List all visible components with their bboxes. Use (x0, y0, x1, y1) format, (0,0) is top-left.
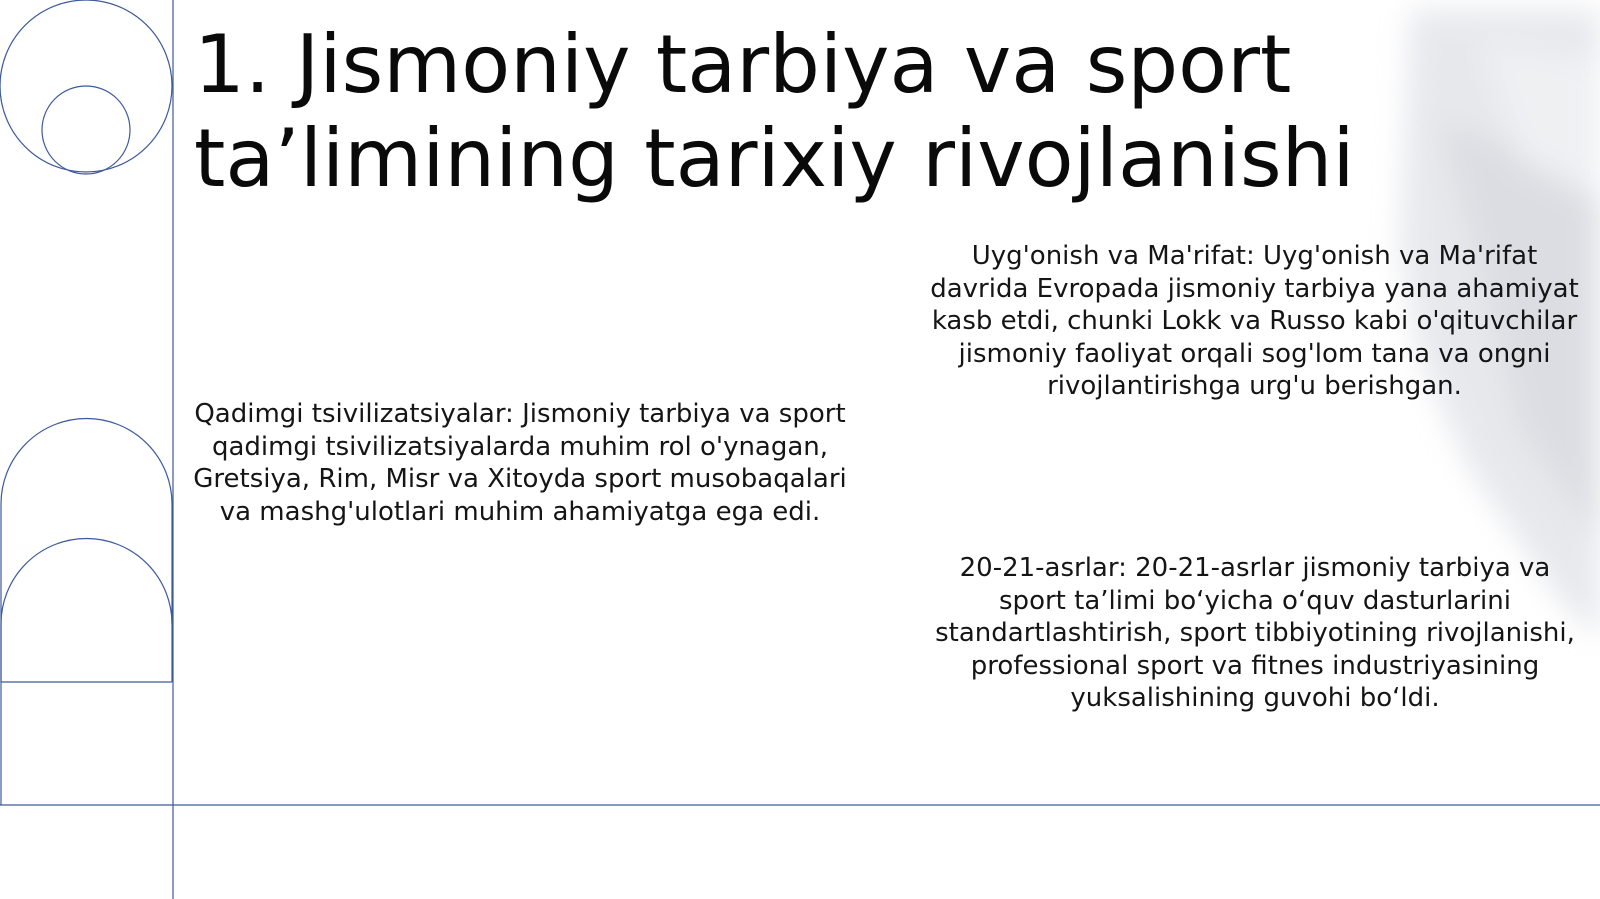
slide-title (194, 18, 1494, 206)
title-line-2: ta’limining tarixiy rivojlanishi (194, 112, 1355, 205)
paragraph-ancient-civilizations: Qadimgi tsivilizatsiyalar: Jismoniy tarbiya va sport qadimgi tsivilizatsiyalarda muhim rol o'ynagan, Gretsiya, Rim, Misr va Xitoyda sport musobaqalari va mashg'ulotlari muhim ahamiyatga ega edi. (193, 399, 847, 527)
title-line-1: 1. Jismoniy tarbiya va sport (194, 18, 1292, 111)
paragraph-20-21-centuries: 20-21-asrlar: 20-21-asrlar jismoniy tarbiya va sport ta’limi bo‘yicha o‘quv dasturlarini standartlashtirish, sport tibbiyotining rivojlanishi, professional sport va fitnes industriyasining yuksalishining guvohi bo‘ldi. (935, 553, 1575, 713)
inner-circle-shape (42, 86, 130, 174)
lower-arch-shape (1, 539, 172, 683)
upper-arch-shape (1, 419, 172, 683)
paragraph-renaissance-enlightenment: Uyg'onish va Ma'rifat: Uyg'onish va Ma'rifat davrida Evropada jismoniy tarbiya yana ahamiyat kasb etdi, chunki Lokk va Russo kabi o'qituvchilar jismoniy faoliyat orqali sog'lom tana va ongni rivojlantirishga urg'u berishgan. (930, 241, 1579, 401)
